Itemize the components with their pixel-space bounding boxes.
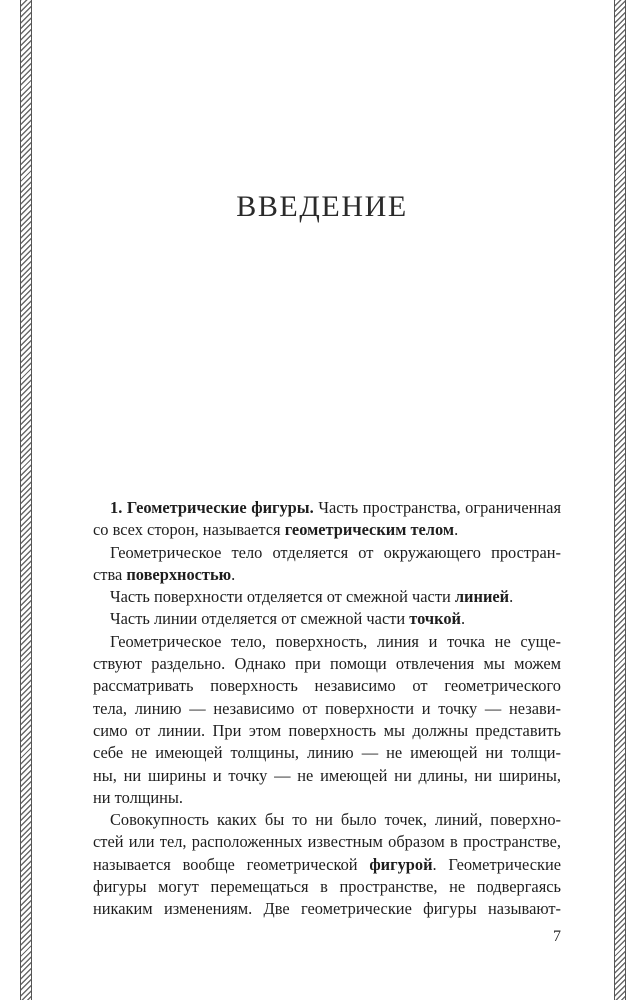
term-geometric-body: геометрическим телом <box>284 520 455 540</box>
paragraph-4: Часть линии отделяется от смежной части точкой. <box>110 609 466 629</box>
paragraph-1: 1. Геометрические фигуры. Часть пространства, ограниченная со всех сторон, называется геометрическим телом. <box>93 498 561 540</box>
paragraph-5: Геометрическое тело, поверхность, линия и точка не суще- ствуют раздельно. Однако при помощи отвлечения мы можем рассматривать поверхность независимо от геометрического тела, линию — независимо от поверхности и точку — незави- симо от линии. При этом поверхность мы должны представить себе не имеющей толщины, линию — не имеющей ни толщи- ны, ни ширины и точку — не имеющей ни длины, ни ширины, ни толщины. <box>93 631 561 807</box>
paragraph-2: Геометрическое тело отделяется от окружающего простран- ства поверхностью. <box>93 542 561 584</box>
term-line: линией <box>454 587 510 607</box>
left-decorative-border <box>20 0 32 1000</box>
paragraph-3: Часть поверхности отделяется от смежной части линией. <box>110 587 514 607</box>
page-number: 7 <box>553 928 561 945</box>
term-figure: фигурой <box>369 854 433 874</box>
term-surface: поверхностью <box>126 564 232 584</box>
paragraph-6: Совокупность каких бы то ни было точек, линий, поверхно- стей или тел, расположенных известным образом в пространстве, называется вообще геометрической фигурой. Геометрические фигуры могут перемещаться в пространстве, не подвергаясь никаким изменениям. Две геометрические фигуры называют- <box>93 810 561 919</box>
right-decorative-border <box>614 0 626 1000</box>
term-point: точкой <box>409 609 461 629</box>
body-text <box>93 497 561 921</box>
chapter-title: ВВЕДЕНИЕ <box>236 190 408 223</box>
section-heading: 1. Геометрические фигуры. <box>110 498 314 517</box>
